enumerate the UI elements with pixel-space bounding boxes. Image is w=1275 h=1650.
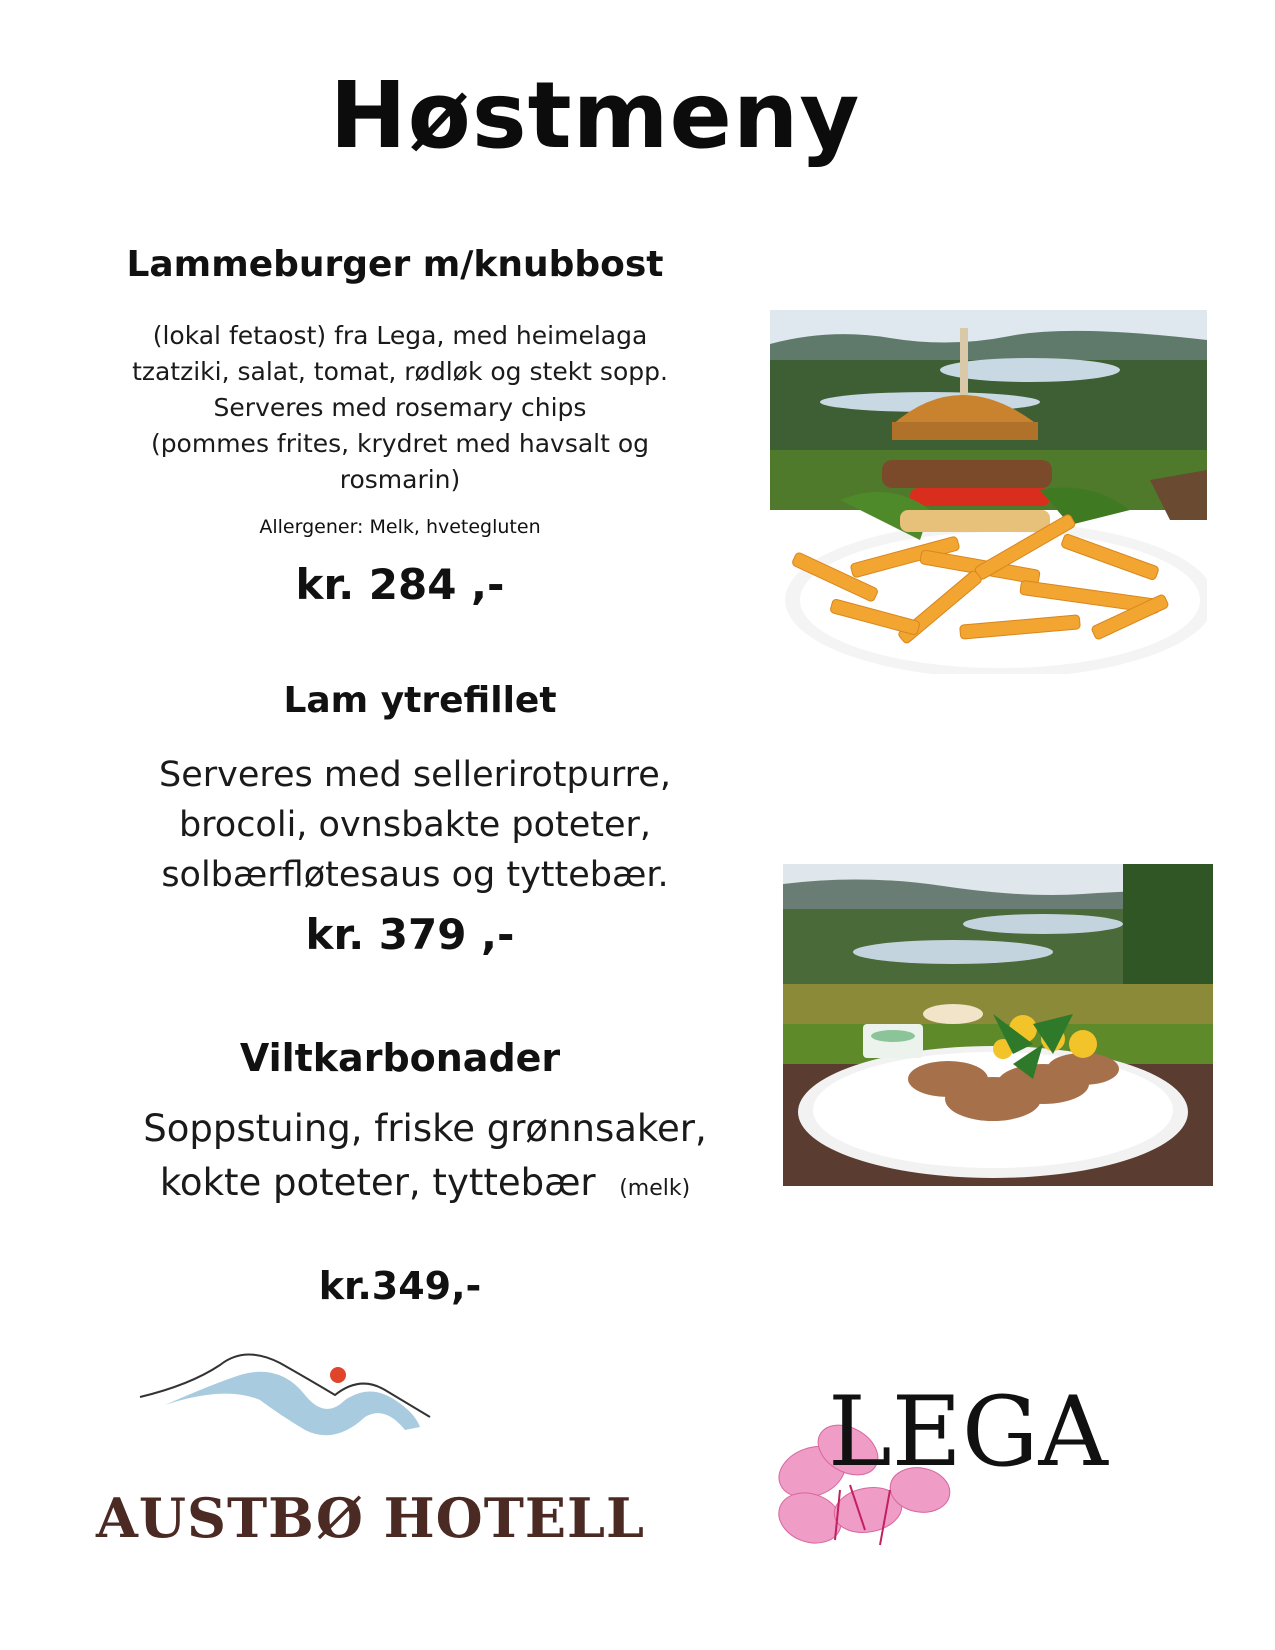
austbo-hotell-logo-text: AUSTBØ HOTELL <box>96 1486 645 1550</box>
description-line: tzatziki, salat, tomat, rødløk og stekt sopp. <box>132 357 668 386</box>
description-line: Serveres med sellerirotpurre, <box>159 755 671 795</box>
lega-flower-logo-icon <box>770 1380 1170 1560</box>
lega-logo <box>770 1380 1170 1560</box>
dish-description-lammeburger <box>110 318 690 498</box>
price-viltkarbonader: kr.349,- <box>318 1264 482 1308</box>
description-line: Soppstuing, friske grønnsaker, <box>143 1107 707 1150</box>
dish-description-viltkarbonader <box>110 1102 740 1216</box>
description-line: kokte poteter, tyttebær <box>159 1161 596 1204</box>
description-line: (lokal fetaost) fra Lega, med heimelaga <box>152 321 648 350</box>
description-line-with-note <box>110 1156 740 1216</box>
burger-photo <box>770 310 1207 674</box>
price-lam-ytrefillet: kr. 379 ,- <box>305 910 515 959</box>
allergen-note-lammeburger: Allergener: Melk, hvetegluten <box>259 516 541 538</box>
price-lammeburger: kr. 284 ,- <box>295 560 505 609</box>
description-line: (pommes frites, krydret med havsalt og <box>150 429 650 458</box>
description-line: Serveres med rosemary chips <box>213 393 587 422</box>
dish-name-viltkarbonader: Viltkarbonader <box>239 1036 561 1080</box>
dish-description-lam-ytrefillet <box>110 750 720 900</box>
dish-name-lammeburger: Lammeburger m/knubbost <box>126 244 664 285</box>
burger-photo-image <box>770 310 1207 674</box>
description-line: rosmarin) <box>339 465 461 494</box>
mountain-logo-icon <box>130 1345 450 1455</box>
lega-logo-text: LEGA <box>828 1380 1108 1488</box>
karbonader-photo-image <box>783 864 1213 1186</box>
allergen-note-viltkarbonader: (melk) <box>619 1176 691 1201</box>
austbo-hotell-logo-mark <box>130 1345 450 1455</box>
dish-name-lam-ytrefillet: Lam ytrefillet <box>283 680 557 721</box>
karbonader-photo <box>783 864 1213 1186</box>
description-line: solbærfløtesaus og tyttebær. <box>161 855 669 895</box>
menu-title: Høstmeny <box>329 62 861 169</box>
description-line: brocoli, ovnsbakte poteter, <box>178 805 652 845</box>
